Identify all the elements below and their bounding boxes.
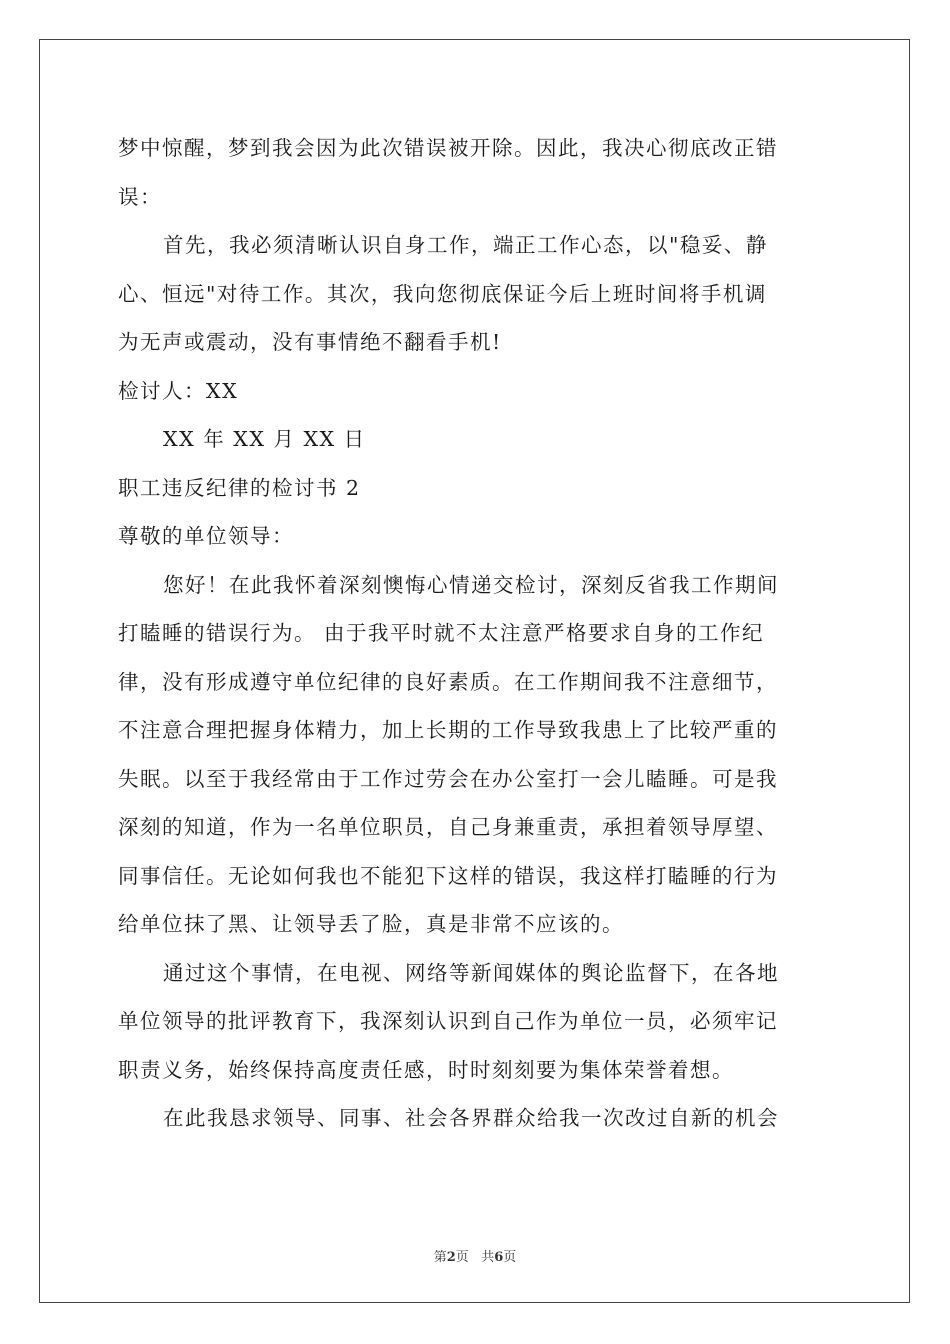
text-line: 律，没有形成遵守单位纪律的良好素质。在工作期间我不注意细节， xyxy=(118,669,778,694)
footer-total-pages: 6 xyxy=(494,1250,504,1265)
footer-page-suffix: 页 xyxy=(455,1250,469,1265)
page-footer xyxy=(0,1246,950,1265)
document-body xyxy=(118,124,834,1143)
text-line: 通过这个事情，在电视、网络等新闻媒体的舆论监督下，在各地 xyxy=(163,960,779,985)
salutation: 尊敬的单位领导： xyxy=(118,524,294,548)
footer-total-prefix: 共 xyxy=(481,1250,495,1265)
text-line: 您好！在此我怀着深刻懊悔心情递交检讨，深刻反省我工作期间 xyxy=(163,572,779,597)
text-line: 不注意合理把握身体精力，加上长期的工作导致我患上了比较严重的 xyxy=(118,718,778,742)
text-line: 打瞌睡的错误行为。 由于我平时就不太注意严格要求自身的工作纪 xyxy=(118,621,765,645)
text-line: 职责义务，始终保持高度责任感，时时刻刻要为集体荣誉着想。 xyxy=(118,1057,734,1082)
text-line: 给单位抹了黑、让领导丢了脸，真是非常不应该的。 xyxy=(118,912,624,936)
footer-page-number: 2 xyxy=(446,1250,456,1265)
text-line: 深刻的知道，作为一名单位职员，自己身兼重责，承担着领导厚望、 xyxy=(118,815,778,839)
signature-line: 检讨人：XX xyxy=(118,378,239,403)
footer-prefix: 第 xyxy=(433,1250,447,1265)
section-title: 职工违反纪律的检讨书 2 xyxy=(118,475,361,500)
text-line: 在此我恳求领导、同事、社会各界群众给我一次改过自新的机会 xyxy=(163,1106,779,1130)
text-line: 失眠。以至于我经常由于工作过劳会在办公室打一会儿瞌睡。可是我 xyxy=(118,766,778,791)
text-line: 单位领导的批评教育下，我深刻认识到自己作为单位一员，必须牢记 xyxy=(118,1009,778,1033)
date-line: XX 年 XX 月 XX 日 xyxy=(163,427,366,451)
text-line: 心、恒远"对待工作。其次，我向您彻底保证今后上班时间将手机调 xyxy=(118,281,767,306)
text-line: 误： xyxy=(118,184,162,209)
text-line: 为无声或震动，没有事情绝不翻看手机! xyxy=(118,330,502,354)
text-line: 梦中惊醒，梦到我会因为此次错误被开除。因此，我决心彻底改正错 xyxy=(118,136,778,160)
text-line: 同事信任。无论如何我也不能犯下这样的错误，我这样打瞌睡的行为 xyxy=(118,863,778,888)
text-line: 首先，我必须清晰认识自身工作，端正工作心态，以"稳妥、静 xyxy=(163,233,768,257)
footer-total-suffix: 页 xyxy=(503,1250,517,1265)
